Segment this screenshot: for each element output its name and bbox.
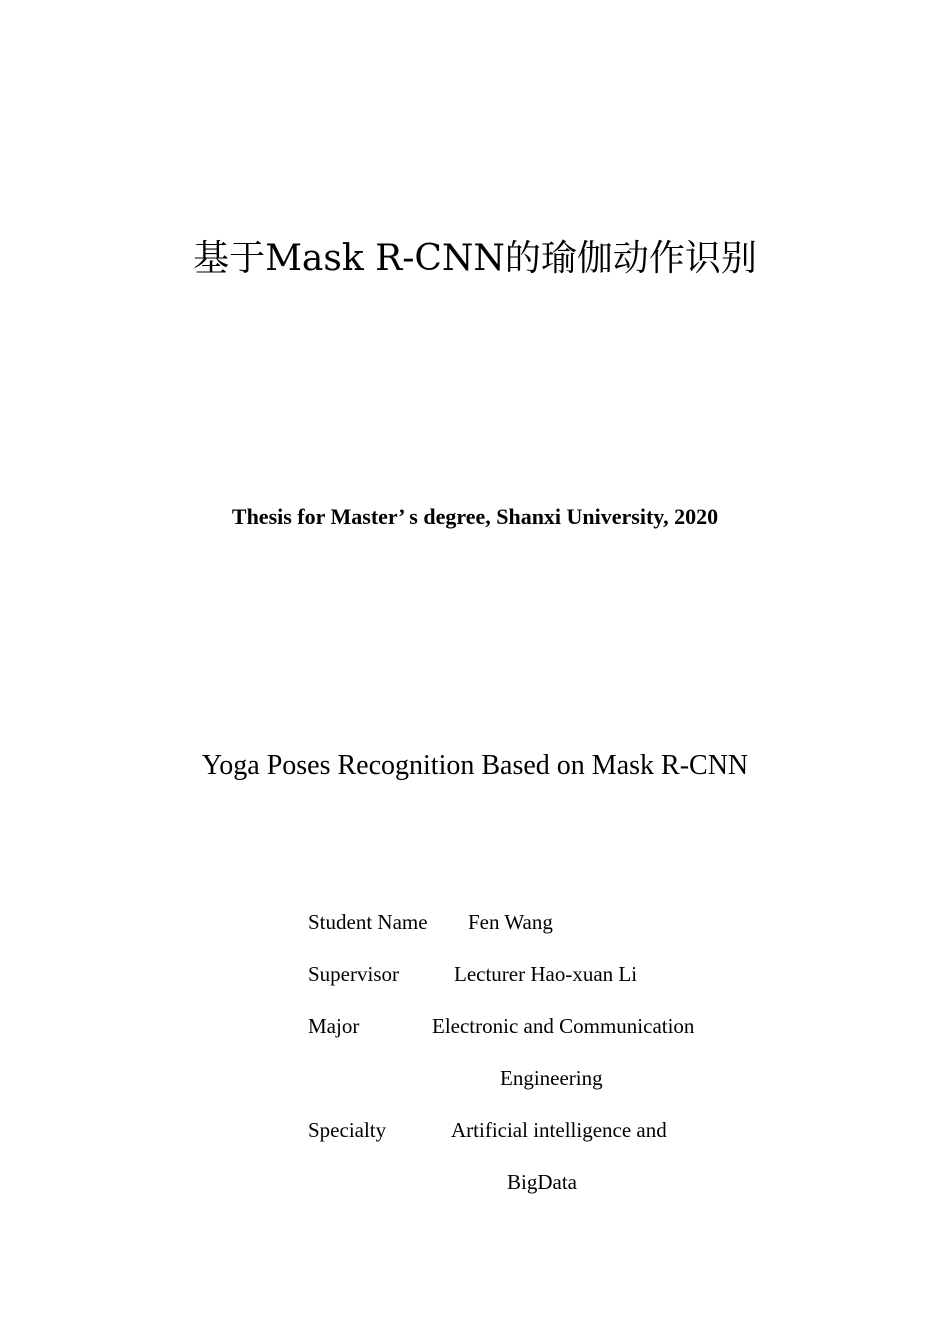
chinese-title: 基于Mask R-CNN的瑜伽动作识别 (193, 238, 757, 279)
supervisor-label: Supervisor (308, 962, 399, 986)
student-name-label: Student Name (308, 910, 428, 934)
student-name-value: Fen Wang (468, 910, 553, 934)
major-value-line2: Engineering (500, 1066, 603, 1090)
supervisor-value: Lecturer Hao-xuan Li (454, 962, 638, 986)
specialty-value-line2: BigData (507, 1170, 577, 1194)
specialty-value-line1: Artificial intelligence and (451, 1118, 667, 1142)
thesis-statement: Thesis for Master’ s degree, Shanxi University, 2020 (231, 504, 719, 529)
major-value-line1: Electronic and Communication (432, 1014, 695, 1038)
english-title: Yoga Poses Recognition Based on Mask R-CNN (201, 750, 749, 781)
major-label: Major (308, 1014, 360, 1038)
specialty-label: Specialty (308, 1118, 387, 1142)
